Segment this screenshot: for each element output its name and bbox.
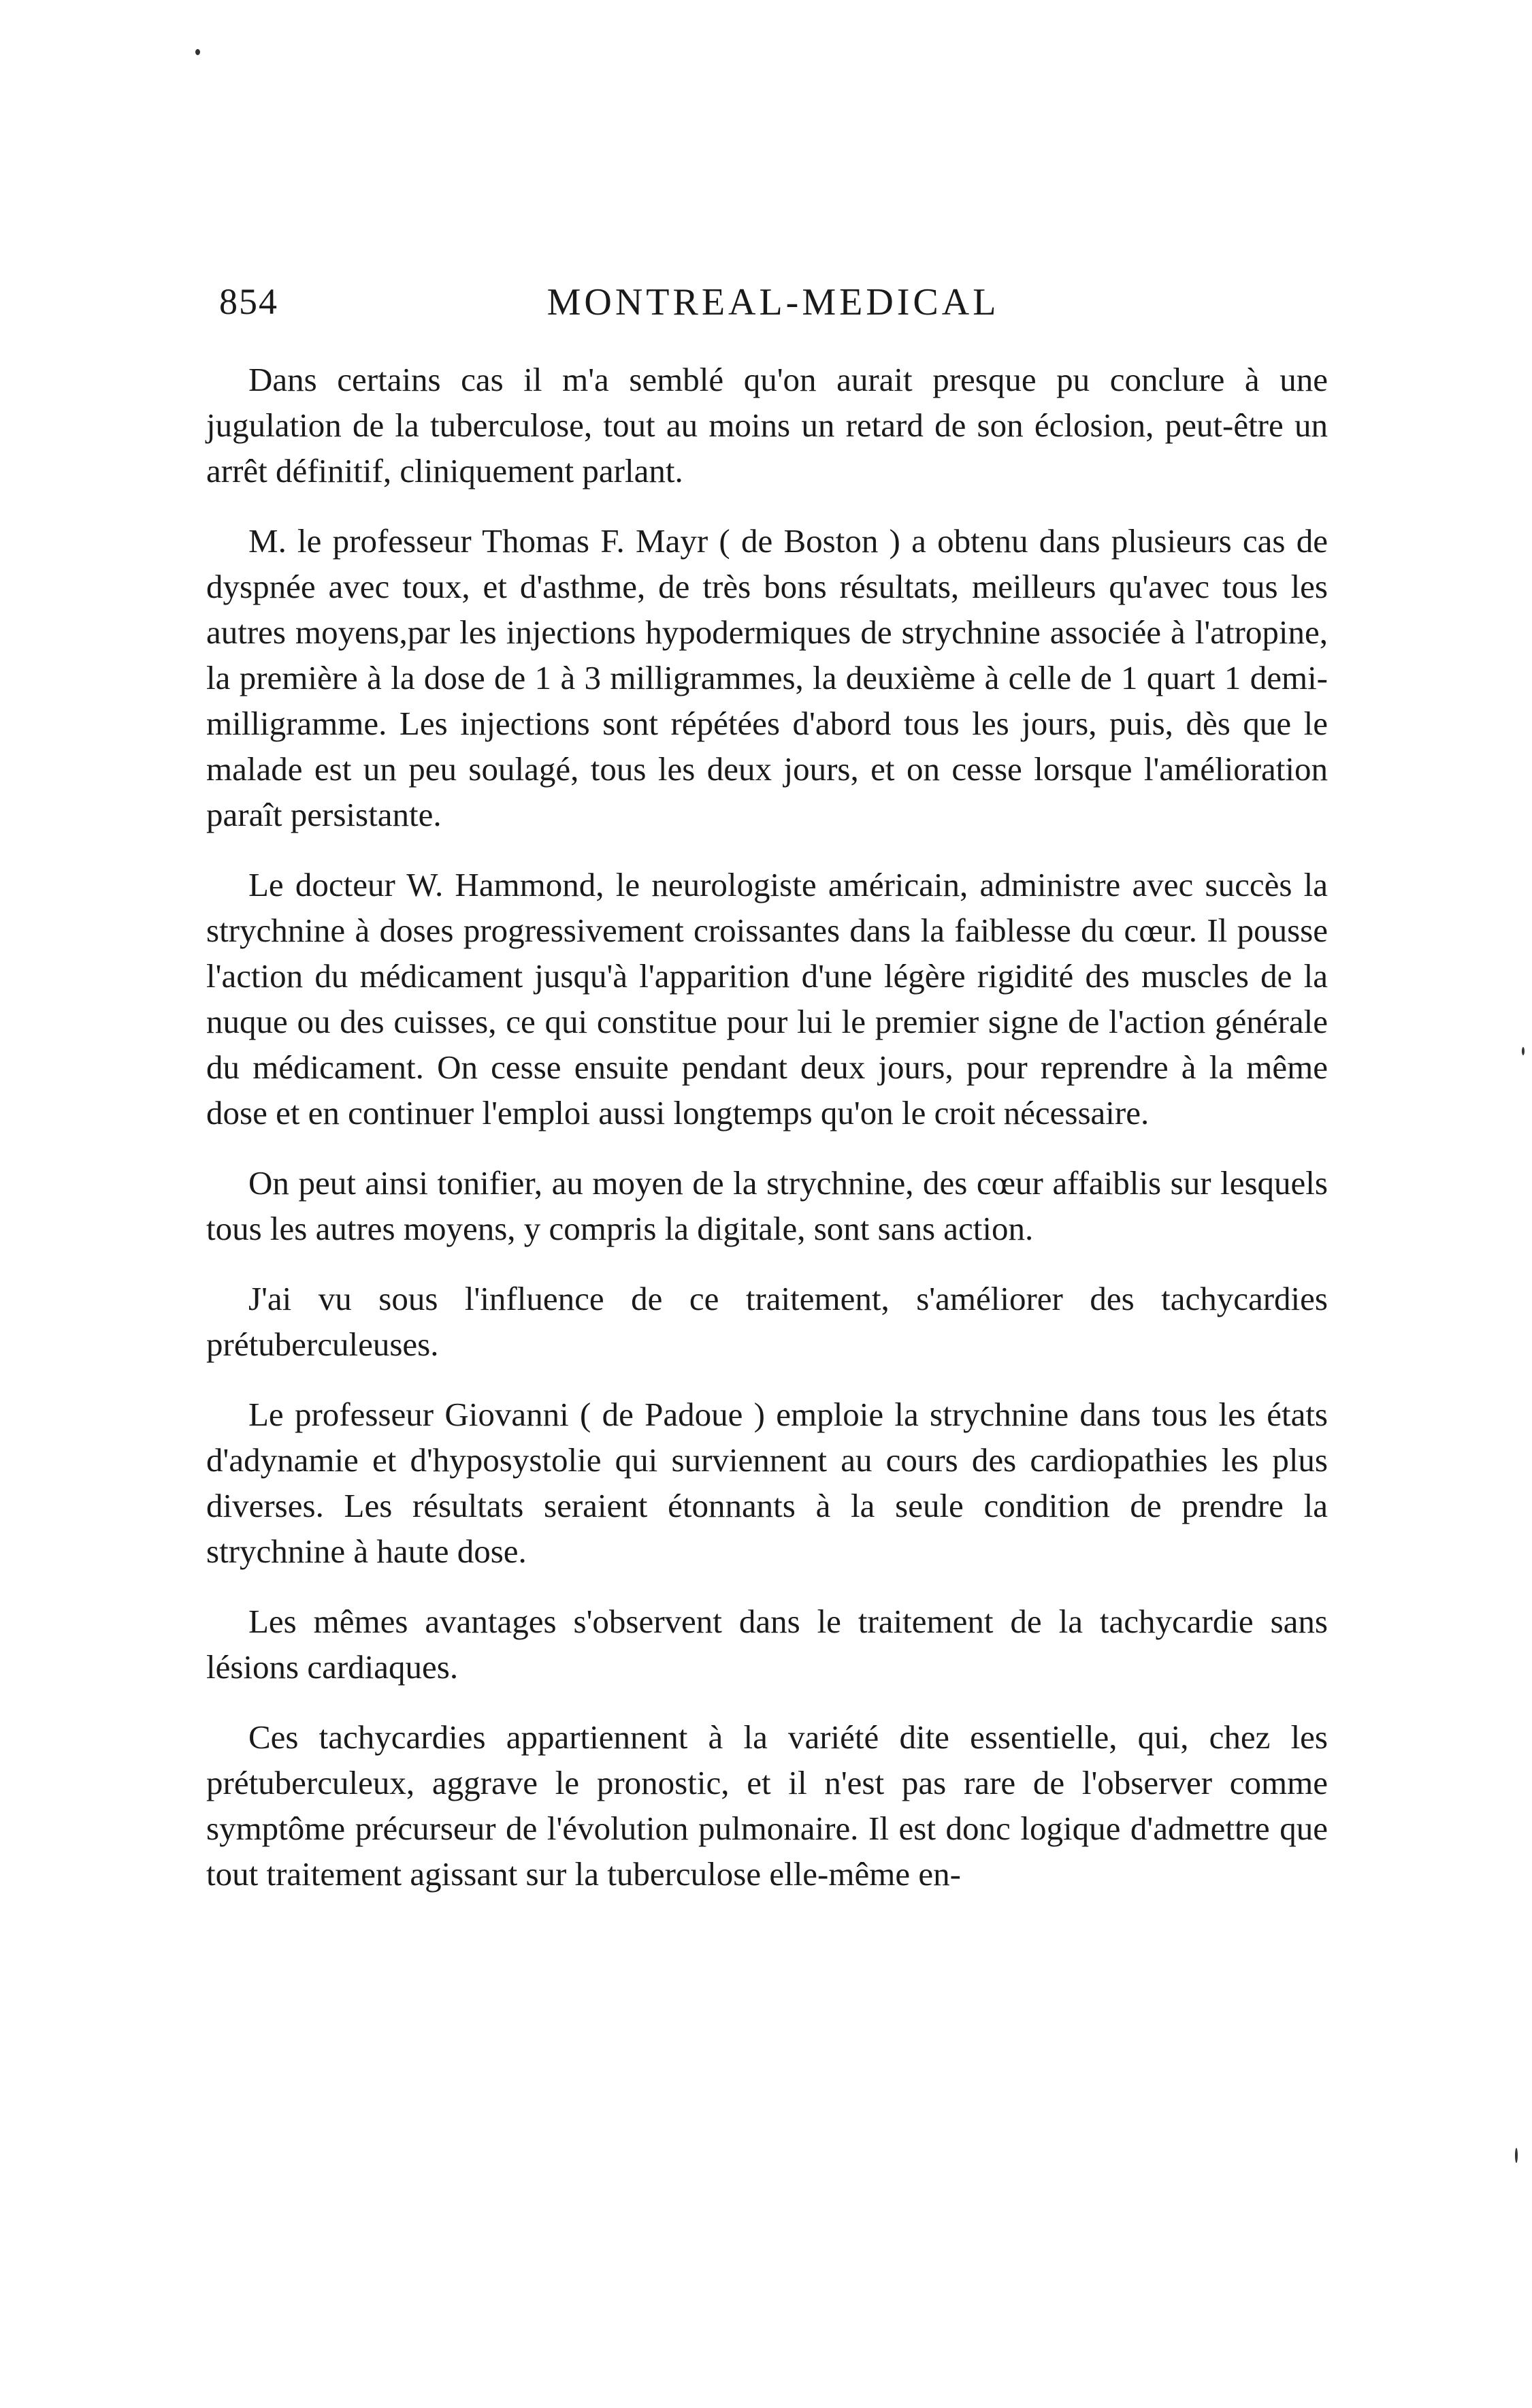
paragraph: Dans certains cas il m'a semblé qu'on aurait presque pu conclure à une jugulation de la tuberculose, tout au moins un retard de son éclosion, peut-être un arrêt définitif, cliniquement parlant. xyxy=(206,361,1328,489)
ink-speck xyxy=(1515,2148,1518,2163)
paragraph: Ces tachycardies appartiennent à la variété dite essentielle, qui, chez les prétuberculeux, aggrave le pronostic, et il n'est pas rare de l'observer comme symptôme précurseur de l'évolution pulmonaire. Il est donc logique d'admettre que tout traitement agissant sur la tuberculose elle-même en- xyxy=(206,1718,1328,1893)
paragraph: Le docteur W. Hammond, le neurologiste américain, administre avec succès la strychnine à doses progressivement croissantes dans la faiblesse du cœur. Il pousse l'action du médicament jusqu'à l'apparition d'une légère rigidité des muscles de la nuque ou des cuisses, ce qui constitue pour lui le premier signe de l'action générale du médicament. On cesse ensuite pendant deux jours, pour reprendre à la même dose et en continuer l'emploi aussi longtemps qu'on le croit nécessaire. xyxy=(206,866,1328,1131)
page-header xyxy=(219,280,1327,335)
article-body xyxy=(206,357,1328,1921)
paragraph: M. le professeur Thomas F. Mayr ( de Boston ) a obtenu dans plusieurs cas de dyspnée avec toux, et d'asthme, de très bons résultats, meilleurs qu'avec tous les autres moyens,par les injections hypodermiques de strychnine associée à l'atropine, la première à la dose de 1 à 3 milligrammes, la deuxième à celle de 1 quart 1 demi-milligramme. Les injections sont répétées d'abord tous les jours, puis, dès que le malade est un peu soulagé, tous les deux jours, et on cesse lorsque l'amélioration paraît persistante. xyxy=(206,522,1328,833)
journal-title: MONTREAL-MEDICAL xyxy=(547,281,1000,323)
ink-speck xyxy=(195,49,200,55)
page-number: 854 xyxy=(219,281,278,322)
paragraph: On peut ainsi tonifier, au moyen de la strychnine, des cœur affaiblis sur lesquels tous les autres moyens, y compris la digitale, sont sans action. xyxy=(206,1164,1328,1247)
paragraph: Le professeur Giovanni ( de Padoue ) emploie la strychnine dans tous les états d'adynamie et d'hyposystolie qui surviennent au cours des cardiopathies les plus diverses. Les résultats seraient étonnants à la seule condition de prendre la strychnine à haute dose. xyxy=(206,1396,1328,1570)
paragraph: J'ai vu sous l'influence de ce traitement, s'améliorer des tachycardies prétuberculeuses. xyxy=(206,1280,1328,1363)
ink-speck xyxy=(1522,1047,1525,1055)
paragraph: Les mêmes avantages s'observent dans le traitement de la tachycardie sans lésions cardiaques. xyxy=(206,1603,1328,1686)
